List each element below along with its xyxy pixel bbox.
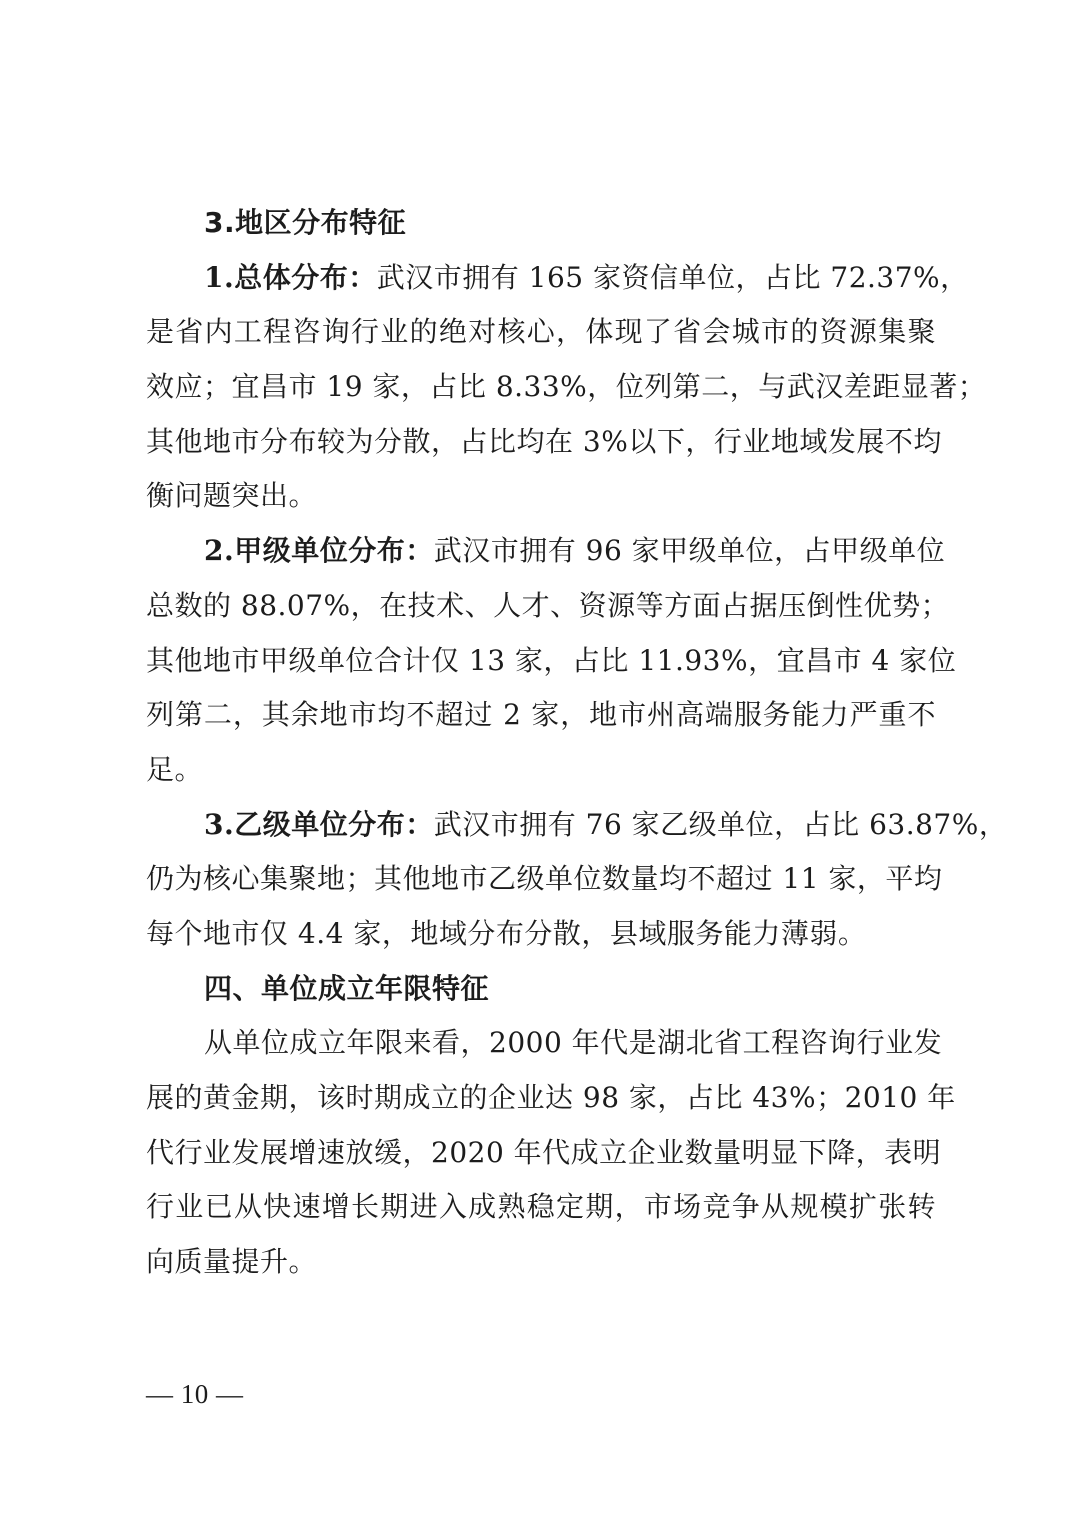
paragraph-text: 武汉市拥有 96 家甲级单位，占甲级单位 — [433, 534, 946, 568]
paragraph-overall-distribution-line-1 — [146, 251, 969, 306]
paragraph-label-class-a-distribution: 2.甲级单位分布： — [204, 534, 434, 568]
paragraph-establishment-years-line-1: 从单位成立年限来看，2000 年代是湖北省工程咨询行业发 — [204, 1026, 943, 1060]
section-heading-establishment-years: 四、单位成立年限特征 — [204, 971, 490, 1005]
paragraph-class-b-distribution-line-2: 仍为核心集聚地；其他地市乙级单位数量均不超过 11 家，平均 — [146, 862, 943, 896]
page-content — [146, 196, 1008, 1290]
paragraph-class-a-distribution-line-1 — [146, 524, 946, 579]
paragraph-class-a-distribution-line-4: 列第二，其余地市均不超过 2 家，地市州高端服务能力严重不 — [146, 698, 936, 732]
paragraph-overall-distribution-line-3: 效应；宜昌市 19 家，占比 8.33%，位列第二，与武汉差距显著； — [146, 370, 987, 404]
paragraph-class-a-distribution-line-2: 总数的 88.07%，在技术、人才、资源等方面占据压倒性优势； — [146, 588, 950, 622]
paragraph-overall-distribution-line-5: 衡问题突出。 — [146, 479, 318, 513]
paragraph-overall-distribution-line-4: 其他地市分布较为分散，占比均在 3%以下，行业地域发展不均 — [146, 424, 942, 458]
paragraph-establishment-years-line-2: 展的黄金期，该时期成立的企业达 98 家，占比 43%；2010 年 — [146, 1081, 956, 1114]
paragraph-establishment-years-line-4: 行业已从快速增长期进入成熟稳定期，市场竞争从规模扩张转 — [146, 1190, 936, 1224]
paragraph-text: 武汉市拥有 165 家资信单位，占比 72.37%， — [376, 260, 969, 294]
paragraph-class-b-distribution-line-3: 每个地市仅 4.4 家，地域分布分散，县域服务能力薄弱。 — [146, 916, 867, 950]
paragraph-class-b-distribution-line-1 — [146, 798, 1008, 853]
paragraph-class-a-distribution-line-5: 足。 — [146, 752, 204, 786]
paragraph-class-a-distribution-line-3: 其他地市甲级单位合计仅 13 家，占比 11.93%，宜昌市 4 家位 — [146, 643, 957, 677]
paragraph-overall-distribution-line-2: 是省内工程咨询行业的绝对核心，体现了省会城市的资源集聚 — [146, 315, 936, 349]
paragraph-establishment-years-line-3: 代行业发展增速放缓，2020 年代成立企业数量明显下降，表明 — [146, 1135, 942, 1169]
section-heading-regional-distribution: 3.地区分布特征 — [204, 206, 407, 239]
paragraph-text: 武汉市拥有 76 家乙级单位，占比 63.87%， — [433, 807, 1008, 841]
paragraph-label-overall-distribution: 1.总体分布： — [204, 260, 377, 294]
paragraph-label-class-b-distribution: 3.乙级单位分布： — [204, 807, 434, 841]
paragraph-establishment-years-line-5: 向质量提升。 — [146, 1245, 318, 1279]
page-number: — 10 — — [146, 1379, 244, 1409]
